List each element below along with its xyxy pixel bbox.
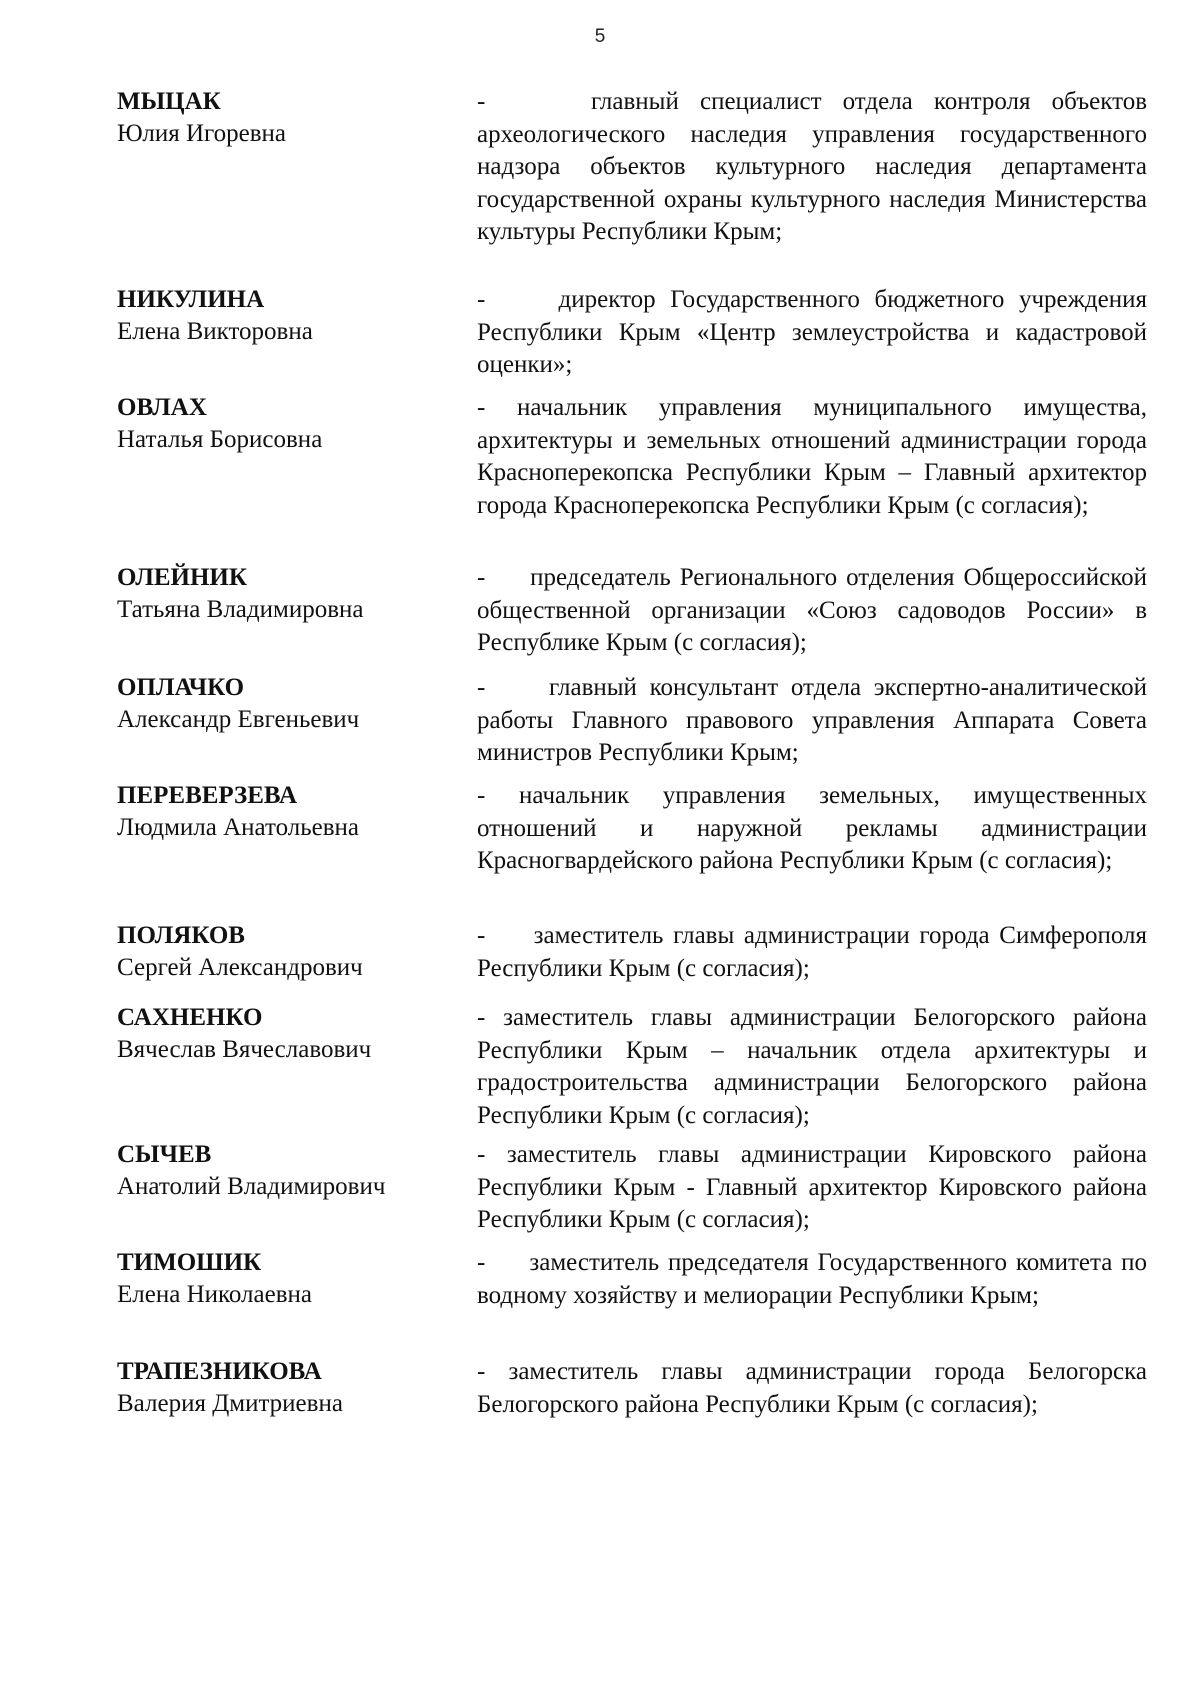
member-surname: СЫЧЕВ <box>117 1141 212 1168</box>
member-entry <box>117 780 1147 920</box>
member-name <box>117 920 477 984</box>
member-name <box>117 1356 477 1420</box>
member-entry <box>117 920 1147 1002</box>
member-given-name: Татьяна Владимировна <box>117 596 364 623</box>
member-given-name: Наталья Борисовна <box>117 426 323 453</box>
member-name <box>117 1247 477 1311</box>
member-surname: ТРАПЕЗНИКОВА <box>117 1358 322 1385</box>
member-entry <box>117 672 1147 780</box>
member-position: - главный консультант отдела экспертно-аналитической работы Главного правового управления Аппарата Совета министров Республики Крым; <box>477 674 1147 766</box>
member-surname: ПОЛЯКОВ <box>117 922 245 949</box>
member-position: - начальник управления муниципального имущества, архитектуры и земельных отношений администрации города Красноперекопска Республики Крым – Главный архитектор города Красноперекопска Республики Крым (с согласия); <box>477 394 1147 519</box>
member-name <box>117 1139 477 1203</box>
member-surname: ОПЛАЧКО <box>117 674 245 701</box>
page-number: 5 <box>594 26 606 47</box>
member-name <box>117 562 477 626</box>
member-position: - директор Государственного бюджетного учреждения Республики Крым «Центр землеустройства и кадастровой оценки»; <box>477 286 1147 378</box>
member-surname: НИКУЛИНА <box>117 286 265 313</box>
member-surname: ПЕРЕВЕРЗЕВА <box>117 782 298 809</box>
member-name <box>117 392 477 456</box>
member-given-name: Людмила Анатольевна <box>117 814 360 841</box>
member-surname: ТИМОШИК <box>117 1249 262 1276</box>
member-given-name: Юлия Игоревна <box>117 120 287 147</box>
member-entry <box>117 1139 1147 1247</box>
member-position: - заместитель главы администрации города Симферополя Республики Крым (с согласия); <box>477 922 1147 982</box>
member-given-name: Елена Николаевна <box>117 1281 312 1308</box>
member-position: - главный специалист отдела контроля объектов археологического наследия управления государственного надзора объектов культурного наследия департамента государственной охраны культурного наследия Министерства культуры Республики Крым; <box>477 88 1147 245</box>
member-position: - заместитель главы администрации Кировского района Республики Крым - Главный архитектор Кировского района Республики Крым (с согласия); <box>477 1141 1147 1233</box>
member-given-name: Анатолий Владимирович <box>117 1173 386 1200</box>
member-surname: САХНЕНКО <box>117 1004 263 1031</box>
member-entry <box>117 562 1147 672</box>
member-name <box>117 86 477 150</box>
member-given-name: Сергей Александрович <box>117 954 363 981</box>
member-entry <box>117 1002 1147 1139</box>
member-name <box>117 672 477 736</box>
member-given-name: Елена Викторовна <box>117 318 313 345</box>
member-position: - заместитель главы администрации города Белогорска Белогорского района Республики Крым (с согласия); <box>477 1358 1147 1418</box>
member-entry <box>117 1356 1147 1436</box>
member-entry <box>117 392 1147 562</box>
member-given-name: Вячеслав Вячеславович <box>117 1036 372 1063</box>
member-list <box>117 86 1147 1436</box>
member-entry <box>117 1247 1147 1356</box>
member-surname: МЫЦАК <box>117 88 221 115</box>
member-position: - заместитель главы администрации Белогорского района Республики Крым – начальник отдела архитектуры и градостроительства администрации Белогорского района Республики Крым (с согласия); <box>477 1004 1147 1129</box>
member-position: - председатель Регионального отделения Общероссийской общественной организации «Союз садоводов России» в Республике Крым (с согласия); <box>477 564 1147 656</box>
member-given-name: Валерия Дмитриевна <box>117 1390 343 1417</box>
member-surname: ОЛЕЙНИК <box>117 564 247 591</box>
member-name <box>117 284 477 348</box>
member-name <box>117 780 477 844</box>
member-position: - заместитель председателя Государственного комитета по водному хозяйству и мелиорации Республики Крым; <box>477 1249 1147 1309</box>
member-position: - начальник управления земельных, имущественных отношений и наружной рекламы администрации Красногвардейского района Республики Крым (с согласия); <box>477 782 1147 874</box>
member-name <box>117 1002 477 1066</box>
member-surname: ОВЛАХ <box>117 394 207 421</box>
member-entry <box>117 284 1147 392</box>
member-given-name: Александр Евгеньевич <box>117 706 360 733</box>
member-entry <box>117 86 1147 284</box>
